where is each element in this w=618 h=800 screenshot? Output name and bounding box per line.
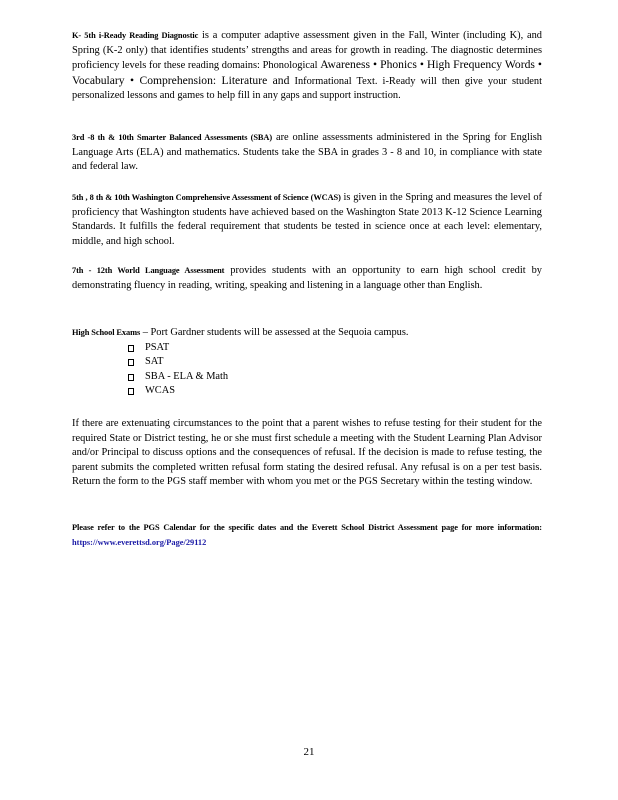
wla-paragraph: [72, 264, 542, 293]
sba-heading: 3rd -8 th & 10th Smarter Balanced Assessments (SBA): [72, 133, 273, 142]
iready-domains: Awareness • Phonics • High Frequency Words • Vocabulary • Comprehension: Literature and: [72, 58, 542, 87]
list-item: WCAS: [128, 384, 228, 398]
iready-text-1: is a computer adaptive assessment given in the Fall, Winter (including K), and Spring (K-2 only) that identifies students’ strengths and areas for growth in reading. The diagnostic determines proficiency levels for these reading domains: Phonological: [72, 30, 542, 72]
checkbox-bullet-icon: [128, 359, 134, 366]
wla-heading: 7th - 12th World Language Assessment: [72, 266, 225, 275]
assessment-page-link[interactable]: https://www.everettsd.org/Page/29112: [72, 537, 207, 547]
list-item: SBA - ELA & Math: [128, 370, 228, 384]
refusal-paragraph: [72, 417, 542, 490]
hs-heading: High School Exams: [72, 328, 141, 337]
iready-text-2: Informational Text. i-Ready will then give your student personalized lessons and games to help fill in any gaps and support instruction.: [72, 75, 542, 102]
wla-text: provides students with an opportunity to earn high school credit by demonstrating fluency in reading, writing, speaking and listening in a language other than English.: [72, 265, 542, 291]
hs-paragraph: [72, 326, 542, 341]
wcas-heading: 5th , 8 th & 10th Washington Comprehensive Assessment of Science (WCAS): [72, 193, 341, 202]
hs-text: – Port Gardner students will be assessed at the Sequoia campus.: [140, 327, 409, 338]
list-item: SAT: [128, 355, 228, 369]
page-number: 21: [303, 746, 315, 758]
list-item: PSAT: [128, 341, 228, 355]
iready-paragraph: [72, 29, 542, 104]
sba-paragraph: [72, 131, 542, 175]
refusal-text: If there are extenuating circumstances to the point that a parent wishes to refuse testing for their student for the required State or District testing, he or she must first schedule a meeting with the Student Learning Plan Advisor and/or Principal to discuss options and the consequences of refusal. If the decision is made to refuse testing, the parent submits the completed written refusal form stating the desired refusal. Any refusal is on a per test basis. Return the form to the PGS staff member with whom you met or the PGS Secretary within the testing window.: [72, 418, 542, 488]
iready-heading: K- 5th i-Ready Reading Diagnostic: [72, 31, 199, 40]
checkbox-bullet-icon: [128, 388, 134, 395]
hs-exam-list: [128, 341, 228, 399]
wcas-text: is given in the Spring and measures the level of proficiency that Washington students have achieved based on the Washington State 2013 K-12 Science Learning Standards. It fulfills the federal requirement that students be tested in science once at each level: elementary, middle, and high school.: [72, 192, 542, 247]
wcas-paragraph: [72, 191, 542, 249]
refer-paragraph: [72, 521, 542, 550]
sba-text: are online assessments administered in the Spring for English Language Arts (ELA) and mathematics. Students take the SBA in grades 3 - 8 and 10, in compliance with state and federal law.: [72, 132, 542, 173]
checkbox-bullet-icon: [128, 345, 134, 352]
refer-text: Please refer to the PGS Calendar for the specific dates and the Everett School District Assessment page for more information:: [72, 523, 542, 532]
checkbox-bullet-icon: [128, 374, 134, 381]
